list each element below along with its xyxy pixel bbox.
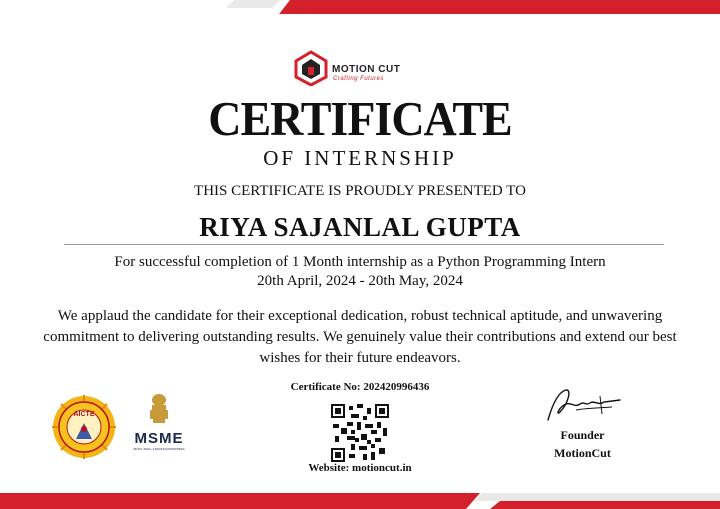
presented-line: THIS CERTIFICATE IS PROUDLY PRESENTED TO	[194, 183, 526, 199]
msme-caption: MICRO, SMALL & MEDIUM ENTERPRISES	[133, 448, 185, 451]
logo-name: MOTION CUT	[332, 64, 401, 75]
msme-logo	[128, 392, 190, 456]
hexagon-house-icon	[292, 50, 330, 86]
certificate-number: Certificate No: 202420996436	[290, 381, 430, 393]
founder-signature	[542, 386, 622, 426]
completion-line: For successful completion of 1 Month internship as a Python Programming Intern	[114, 254, 606, 270]
aicte-label: AICTE	[73, 411, 95, 418]
signatory-org: MotionCut	[554, 446, 611, 460]
logo-tagline: Crafting Futures	[333, 76, 385, 82]
name-divider	[64, 244, 664, 245]
signatory-block	[530, 426, 635, 462]
national-emblem-icon	[150, 394, 168, 423]
certificate-subtitle: OF INTERNSHIP	[263, 146, 457, 170]
date-range: 20th April, 2024 - 20th May, 2024	[257, 273, 463, 289]
website-url: Website: motioncut.in	[308, 462, 412, 474]
msme-label: MSME	[134, 430, 184, 447]
bottom-decorative-band	[0, 487, 720, 509]
appreciation-paragraph: We applaud the candidate for their exceptional dedication, robust technical aptitude, and unwavering commitment to delivering outstanding results. We genuinely value their contributions and extend our best wishes for their future endeavors.	[43, 308, 677, 366]
aicte-seal	[51, 394, 117, 460]
signatory-role: Founder	[560, 428, 605, 442]
top-decorative-band	[0, 0, 720, 22]
qr-code	[331, 404, 389, 462]
motioncut-logo	[292, 50, 442, 88]
certificate-title: CERTIFICATE	[208, 91, 512, 146]
recipient-name: RIYA SAJANLAL GUPTA	[199, 212, 521, 242]
